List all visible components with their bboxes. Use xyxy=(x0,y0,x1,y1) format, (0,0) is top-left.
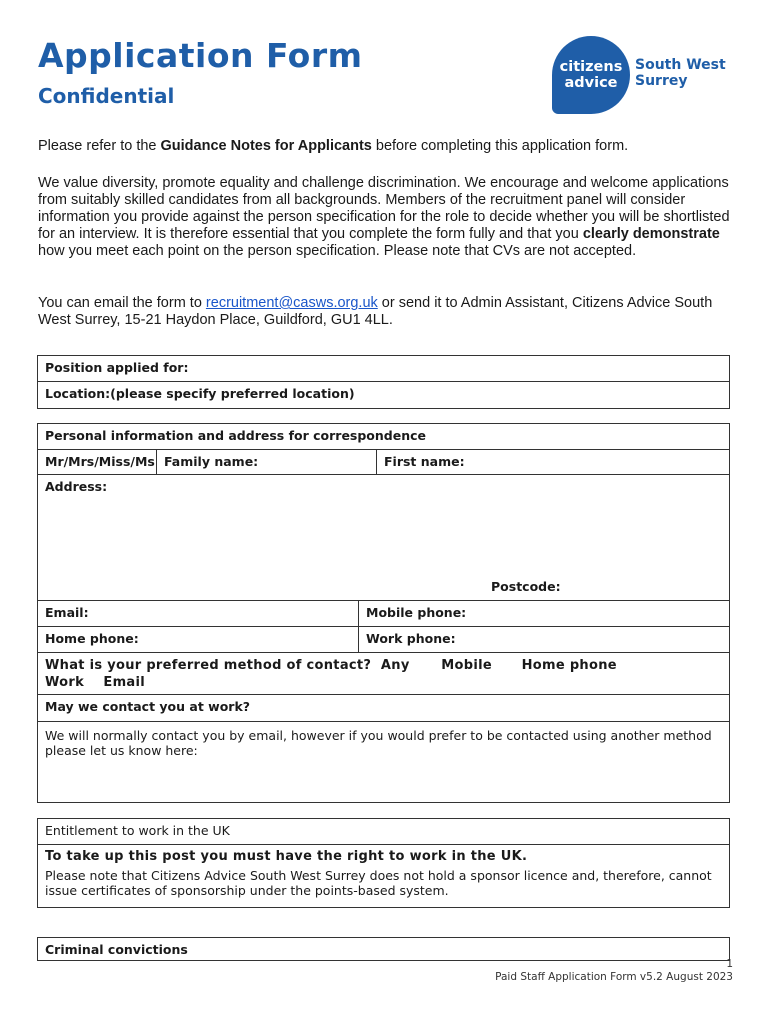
preferred-contact-question: What is your preferred method of contact? xyxy=(45,658,372,673)
preferred-contact-row xyxy=(38,653,729,695)
form-version: Paid Staff Application Form v5.2 August 2023 xyxy=(495,971,733,983)
entitlement-heading: Entitlement to work in the UK xyxy=(38,819,729,845)
email-field[interactable]: Email: xyxy=(38,601,359,626)
page-subtitle: Confidential xyxy=(38,84,175,108)
option-work-label: Work xyxy=(45,675,85,690)
title-field[interactable]: Mr/Mrs/Miss/Ms xyxy=(38,450,157,474)
logo-region-line2: Surrey xyxy=(635,73,688,89)
intro-guidance: Please refer to the Guidance Notes for Applicants before completing this application form. xyxy=(38,138,629,154)
first-name-field[interactable]: First name: xyxy=(384,454,465,469)
entitlement-body xyxy=(38,845,729,907)
page-number: 1 xyxy=(726,958,733,970)
family-name-field[interactable]: Family name: xyxy=(157,450,377,474)
logo-text-line2: advice xyxy=(564,75,618,91)
personal-info-section xyxy=(37,423,730,803)
logo-speech-bubble xyxy=(552,36,630,114)
option-email-label: Email xyxy=(103,675,146,690)
name-row xyxy=(38,450,729,475)
home-work-row xyxy=(38,627,729,653)
citizens-advice-logo xyxy=(552,36,732,116)
home-phone-field[interactable]: Home phone: xyxy=(38,627,359,652)
personal-info-heading: Personal information and address for correspondence xyxy=(38,424,729,450)
right-to-work-statement: To take up this post you must have the right to work in the UK. xyxy=(45,849,528,864)
address-field[interactable] xyxy=(38,475,729,601)
guidance-notes-ref: Guidance Notes for Applicants xyxy=(160,138,372,154)
logo-text-line1: citizens xyxy=(559,59,623,75)
recruitment-email-link[interactable]: recruitment@casws.org.uk xyxy=(205,295,378,311)
logo-region-line1: South West xyxy=(635,57,726,73)
logo-region xyxy=(635,57,726,89)
location-field[interactable]: Location:(please specify preferred location) xyxy=(45,386,355,401)
email-mobile-row xyxy=(38,601,729,627)
work-contact-field[interactable]: May we contact you at work? xyxy=(38,695,729,722)
option-any-label: Any xyxy=(380,658,410,673)
other-contact-method-field[interactable]: We will normally contact you by email, however if you would prefer to be contacted using another method please let us know here: xyxy=(45,728,712,758)
page-footer xyxy=(495,958,733,984)
position-applied-field[interactable]: Position applied for: xyxy=(38,356,729,382)
clearly-demonstrate-emphasis: clearly demonstrate xyxy=(582,226,720,242)
intro-diversity: We value diversity, promote equality and challenge discrimination. We encourage and welcome applications from suitably skilled candidates from all backgrounds. Members of the recruitment panel will consider information you provide against the person specification for the role to decide whether you will be shortlisted for an interview. It is therefore essential that you complete the form fully and that you clearly demonstrate how you meet each point on the person specification. Please note that CVs are not accepted. xyxy=(38,175,730,259)
sponsorship-note: Please note that Citizens Advice South West Surrey does not hold a sponsor licence and, therefore, cannot issue certificates of sponsorship under the points-based system. xyxy=(45,868,712,898)
postcode-field[interactable]: Postcode: xyxy=(491,579,561,594)
intro-submission: You can email the form to recruitment@casws.org.uk or send it to Admin Assistant, Citizens Advice South West Surrey, 15-21 Haydon Place, Guildford, GU1 4LL. xyxy=(38,295,713,328)
address-label: Address: xyxy=(45,479,108,494)
option-home-label: Home phone xyxy=(521,658,617,673)
criminal-convictions-heading: Criminal convictions xyxy=(45,942,188,957)
work-phone-field[interactable]: Work phone: xyxy=(366,631,456,646)
position-section xyxy=(37,355,730,409)
mobile-phone-field[interactable]: Mobile phone: xyxy=(366,605,467,620)
entitlement-section xyxy=(37,818,730,908)
option-mobile-label: Mobile xyxy=(441,658,492,673)
page-title: Application Form xyxy=(38,36,363,75)
